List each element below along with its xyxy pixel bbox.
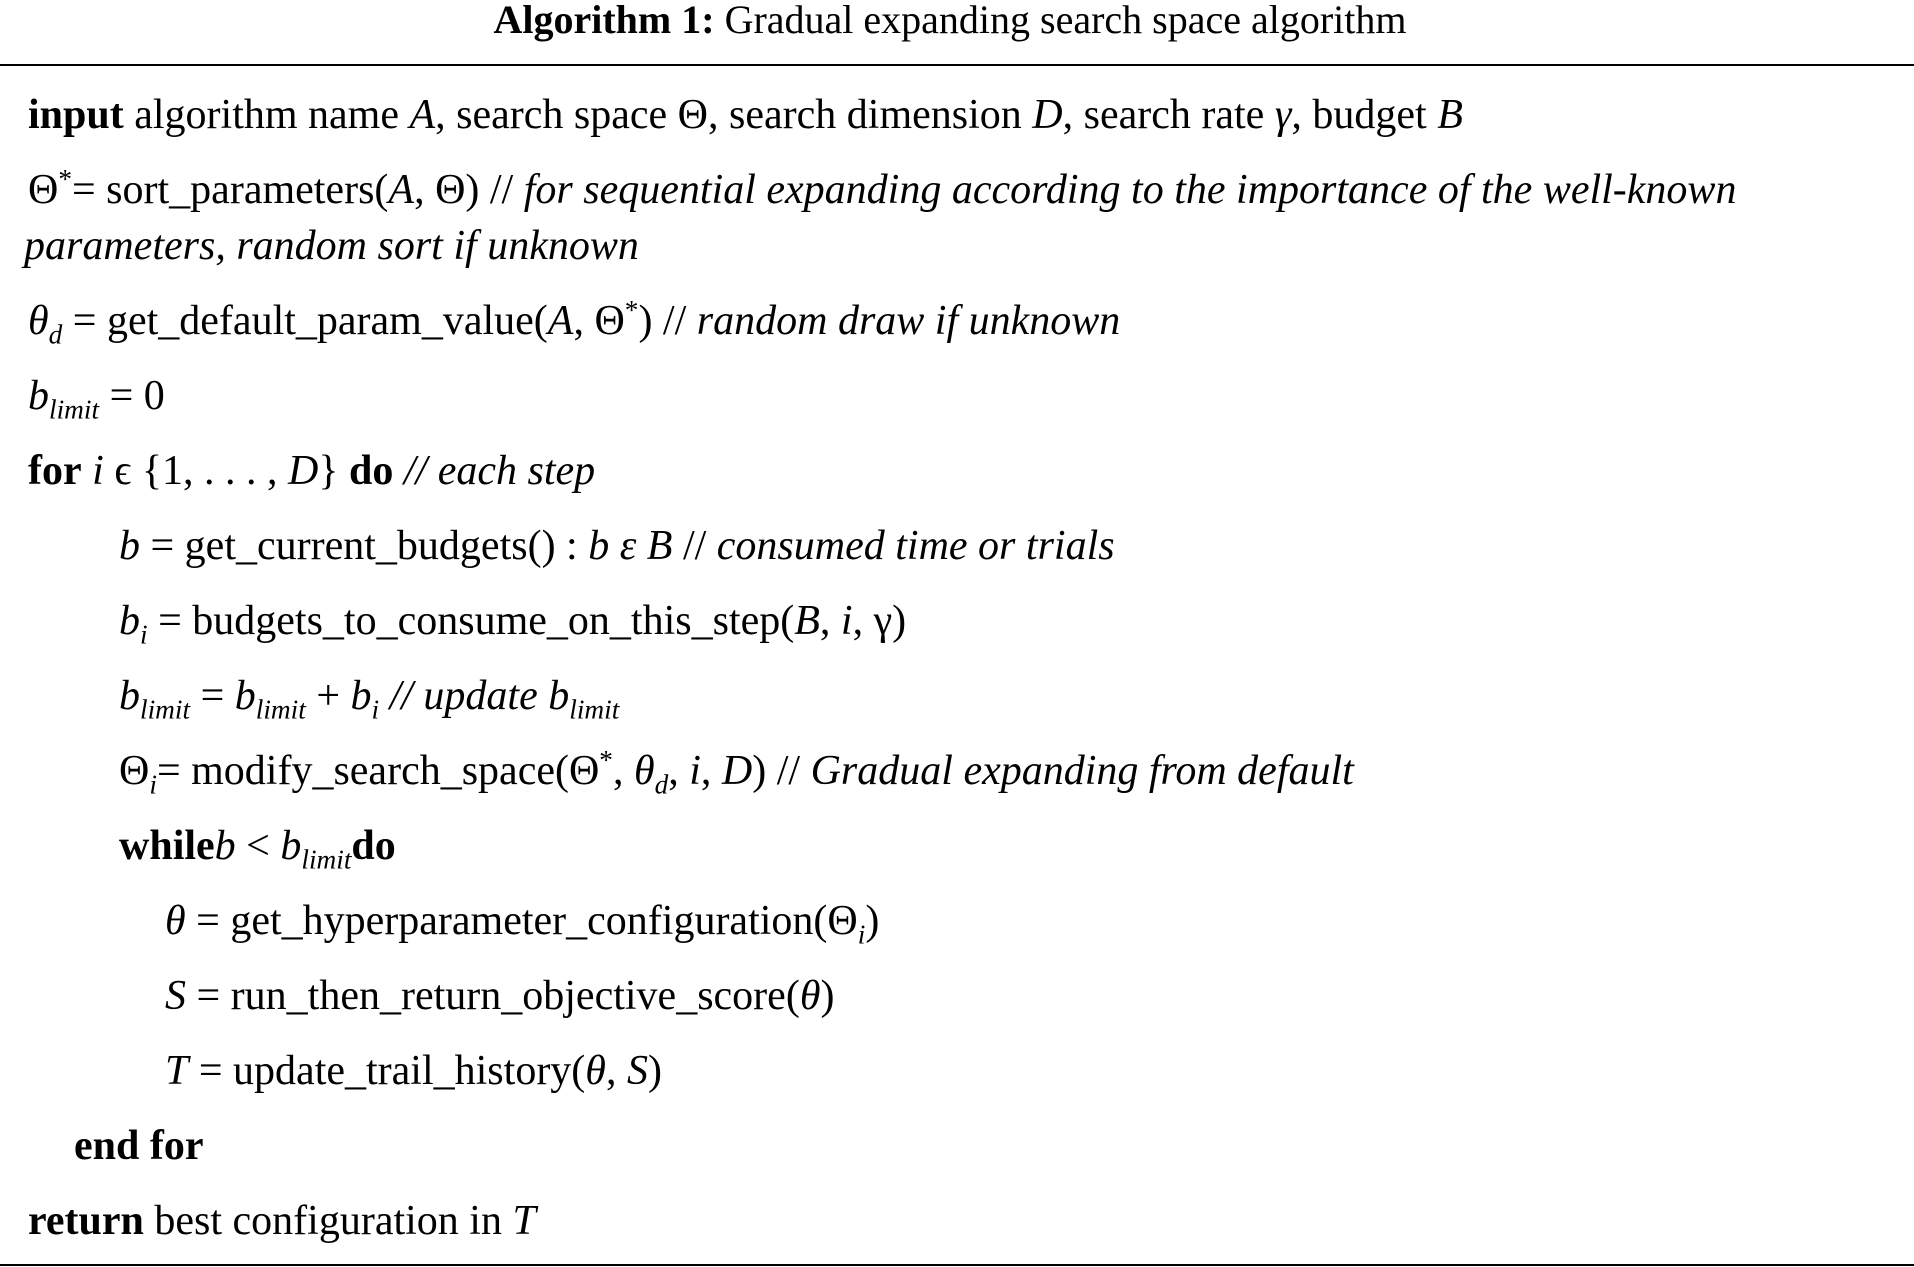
var-i: i (689, 748, 701, 794)
text: , (605, 1048, 627, 1094)
comment: for sequential expanding according to the importance of the well-known (523, 167, 1737, 213)
text: , γ) (852, 598, 907, 644)
comment: consumed time or trials (716, 523, 1115, 569)
var-A: A (547, 298, 574, 344)
var-A: A (388, 167, 415, 213)
text: Θ (28, 167, 59, 213)
var-theta: θ (28, 298, 49, 344)
keyword-do: do (351, 823, 396, 869)
keyword-while: while (119, 823, 215, 869)
text: ) (865, 898, 880, 944)
text: , search rate (1062, 92, 1275, 138)
keyword-end-for: end for (74, 1123, 204, 1169)
var-b: b (350, 673, 372, 719)
algo-line-return (28, 1197, 536, 1245)
var-b: b (119, 523, 140, 569)
text: = (190, 673, 235, 719)
text: // (672, 523, 717, 569)
subscript: d (654, 769, 669, 800)
var-D: D (287, 448, 319, 494)
algo-line-sort-comment-cont (24, 222, 639, 270)
algorithm-caption (0, 0, 1900, 40)
comment: // update b (379, 673, 570, 719)
subscript: limit (569, 694, 620, 725)
var-S: S (626, 1048, 648, 1094)
algo-line-budgets-to-consume (119, 597, 907, 650)
text: ϵ {1, . . . , (103, 448, 288, 494)
text: , (819, 598, 841, 644)
var-S: S (165, 973, 186, 1019)
subscript: i (140, 619, 148, 650)
keyword-return: return (28, 1198, 144, 1244)
text: + (305, 673, 351, 719)
text: ) // (752, 748, 811, 794)
text: , (700, 748, 722, 794)
algo-line-modify-search-space (119, 745, 1354, 800)
subscript: limit (49, 394, 100, 425)
comment: // each step (393, 448, 596, 494)
text: = 0 (99, 373, 165, 419)
algorithm-title: Gradual expanding search space algorithm (724, 0, 1407, 42)
text: } (318, 448, 349, 494)
algo-line-end-for (74, 1122, 204, 1170)
algo-line-default-param (28, 295, 1121, 350)
text: ) (820, 973, 835, 1019)
superscript: * (58, 164, 72, 194)
text: , search space Θ, search dimension (435, 92, 1033, 138)
var-B: B (1437, 92, 1463, 138)
text: = get_default_param_value( (62, 298, 548, 344)
text: < (235, 823, 281, 869)
comment: random draw if unknown (696, 298, 1121, 344)
algo-line-blimit-init (28, 372, 165, 425)
subscript: i (371, 694, 380, 725)
text: = modify_search_space(Θ (156, 748, 600, 794)
text: = run_then_return_objective_score( (186, 973, 800, 1019)
var-theta: θ (799, 973, 821, 1019)
var-A: A (409, 92, 436, 138)
text: = get_hyperparameter_configuration(Θ (185, 898, 858, 944)
comment: Gradual expanding from default (810, 748, 1354, 794)
keyword-for: for (28, 448, 82, 494)
comment: parameters, random sort if unknown (24, 223, 639, 269)
top-rule (0, 64, 1914, 66)
var-gamma: γ (1274, 92, 1292, 138)
var-b: b (214, 823, 236, 869)
var-b: b (234, 673, 256, 719)
subscript: i (149, 769, 157, 800)
text: algorithm name (123, 92, 410, 138)
var-T: T (165, 1048, 189, 1094)
algo-line-sort-parameters (28, 166, 1736, 214)
algo-line-update-blimit (119, 672, 620, 725)
algo-line-run-objective (165, 972, 834, 1020)
var-theta: θ (585, 1048, 606, 1094)
text: ) (647, 1048, 662, 1094)
superscript: * (599, 745, 613, 775)
text: , Θ) // (414, 167, 524, 213)
var-i: i (840, 598, 853, 644)
var-b: b (119, 598, 140, 644)
text: = sort_parameters( (72, 167, 389, 213)
var-b: b (119, 673, 140, 719)
var-b: b (280, 823, 302, 869)
text: ) // (638, 298, 697, 344)
text: best configuration in (143, 1198, 513, 1244)
algo-line-input (28, 91, 1463, 139)
var-T: T (512, 1198, 536, 1244)
keyword-input: input (28, 92, 124, 138)
subscript: limit (255, 694, 306, 725)
var-D: D (721, 748, 753, 794)
algorithm-label: Algorithm 1: (493, 0, 715, 42)
bottom-rule (0, 1264, 1914, 1266)
text: , (668, 748, 690, 794)
text: , budget (1291, 92, 1438, 138)
algo-line-current-budgets (119, 522, 1115, 570)
subscript: limit (301, 844, 352, 875)
algo-line-get-hyperparameter (165, 897, 880, 950)
var-theta: θ (633, 748, 655, 794)
algo-line-update-history (165, 1047, 662, 1095)
superscript: * (624, 295, 639, 325)
text: , (612, 748, 634, 794)
text: = update_trail_history( (188, 1048, 586, 1094)
subscript: i (857, 919, 866, 950)
var-b-in-B: b ε B (588, 523, 673, 569)
var-D: D (1032, 92, 1063, 138)
text: = budgets_to_consume_on_this_step( (147, 598, 795, 644)
algo-line-while (119, 822, 396, 875)
subscript: d (48, 319, 63, 350)
var-theta: θ (165, 898, 186, 944)
text: = get_current_budgets() : (140, 523, 589, 569)
var-B: B (794, 598, 820, 644)
var-i: i (81, 448, 104, 494)
var-b: b (28, 373, 49, 419)
text: Θ (119, 748, 150, 794)
algo-line-for (28, 447, 595, 495)
text: , Θ (573, 298, 625, 344)
keyword-do: do (349, 448, 394, 494)
subscript: limit (140, 694, 191, 725)
